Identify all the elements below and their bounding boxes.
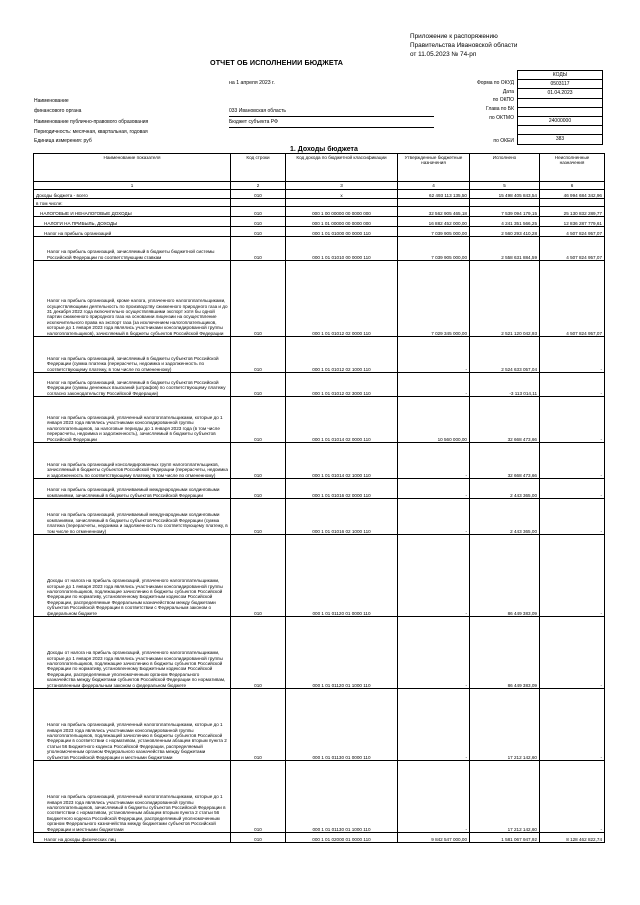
row-income-code: 000 1 01 01130 01 1000 110 <box>286 761 398 833</box>
okei-value: 383 <box>518 135 603 144</box>
row-name: НАЛОГИ НА ПРИБЫЛЬ, ДОХОДЫ <box>34 217 231 227</box>
row-income-code: 000 1 00 00000 00 0000 000 <box>286 207 398 217</box>
row-line-code: 010 <box>231 227 286 237</box>
row-line-code: 010 <box>231 190 286 199</box>
fin-organ-value: 033 Ивановская область <box>229 108 287 114</box>
table-row <box>34 761 605 833</box>
appendix-line-1: Приложение к распоряжению <box>410 33 498 40</box>
table-row <box>34 337 605 373</box>
table-row <box>34 535 605 617</box>
row-approved <box>398 199 470 207</box>
row-line-code: 010 <box>231 261 286 337</box>
row-unexecuted <box>540 199 605 207</box>
row-income-code: 000 1 01 01010 00 0000 110 <box>286 237 398 261</box>
row-unexecuted: - <box>540 443 605 479</box>
row-name: Доходы от налога на прибыль организаций, уплаченного налогоплательщиками, которые до 1 января 2023 года являлись участниками консолидированной группы налогоплательщиков, подлежащие зачислению в бюджеты субъектов Российской Федерации по нормативу, установленному Бюджетным кодексом Российской Федерации, распределяемые уполномоченным органом Федерального казначейства между бюджетами субъектов Российской Федерации по нормативам, установленным федеральным законом о федеральном бюджете <box>34 617 231 689</box>
row-executed: 2 560 293 410,28 <box>470 227 540 237</box>
row-executed: 2 521 120 042,93 <box>470 261 540 337</box>
row-executed: 2 558 631 884,59 <box>470 237 540 261</box>
appendix-note <box>410 32 517 59</box>
row-approved: 7 039 905 000,00 <box>398 227 470 237</box>
col-number: 3 <box>286 182 398 190</box>
row-name: НАЛОГОВЫЕ И НЕНАЛОГОВЫЕ ДОХОДЫ <box>34 207 231 217</box>
glava-value <box>518 107 603 116</box>
appendix-line-3: от 11.05.2023 № 74-рп <box>410 51 477 58</box>
date-value: 01.04.2023 <box>518 89 603 98</box>
row-line-code: 010 <box>231 207 286 217</box>
table-row <box>34 443 605 479</box>
table-row <box>34 199 605 207</box>
naimenovanie-label: Наименование <box>34 98 69 104</box>
row-approved: 62 493 113 135,50 <box>398 190 470 199</box>
fin-organ-underline <box>229 116 434 117</box>
row-executed: 4 241 351 566,25 <box>470 217 540 227</box>
row-line-code: 010 <box>231 617 286 689</box>
row-executed: -3 113 014,11 <box>470 373 540 397</box>
row-executed: 7 539 094 179,15 <box>470 207 540 217</box>
table-row <box>34 617 605 689</box>
row-approved: - <box>398 761 470 833</box>
row-approved: 9 842 547 000,00 <box>398 833 470 843</box>
row-line-code: 010 <box>231 833 286 843</box>
row-name: Налог на прибыль организаций, зачисляемый в бюджеты субъектов Российской Федерации (суммы денежных взысканий (штрафов) по соответствующему платежу согласно законодательству Российской Федерации) <box>34 373 231 397</box>
row-unexecuted: - <box>540 499 605 535</box>
row-executed: 2 443 365,00 <box>470 479 540 499</box>
row-unexecuted: - <box>540 397 605 443</box>
row-line-code: 010 <box>231 237 286 261</box>
row-approved: 7 039 905 000,00 <box>398 237 470 261</box>
col-number: 4 <box>398 182 470 190</box>
okpo-value <box>518 98 603 107</box>
row-income-code: 000 1 01 01012 02 1000 110 <box>286 337 398 373</box>
report-date: на 1 апреля 2023 г. <box>229 80 275 86</box>
row-income-code: 000 1 01 01120 01 1000 110 <box>286 617 398 689</box>
row-name: Налог на прибыль организаций, кроме налога, уплаченного налогоплательщиками, осуществляющими деятельность по производству сжиженного природного газа и до 31 декабря 2022 года включительно осуществлявшими экспорт хотя бы одной партии сжиженного природного газа на основании лицензии на осуществление исключительного права на экспорт газа (за исключением налогоплательщиков, которые до 1 января 2023 года являлись участниками консолидированной группы налогоплательщиков), зачисляемый в бюджеты субъектов Российской Федерации <box>34 261 231 337</box>
row-line-code: 010 <box>231 443 286 479</box>
section-title: 1. Доходы бюджета <box>290 146 358 153</box>
row-income-code: 000 1 01 02000 01 0000 110 <box>286 833 398 843</box>
row-approved: 32 562 905 465,18 <box>398 207 470 217</box>
row-income-code: x <box>286 190 398 199</box>
unit-label: Единица измерения: руб <box>34 138 92 144</box>
row-approved: - <box>398 617 470 689</box>
col-number: 1 <box>34 182 231 190</box>
row-unexecuted: 25 130 832 289,77 <box>540 207 605 217</box>
budget-underline <box>229 127 434 128</box>
row-executed: 1 581 067 947,92 <box>470 833 540 843</box>
row-unexecuted: 12 836 287 779,61 <box>540 217 605 227</box>
periodicity-label: Периодичность: месячная, квартальная, годовая <box>34 129 148 135</box>
row-line-code: 010 <box>231 535 286 617</box>
row-unexecuted: 8 128 462 822,74 <box>540 833 605 843</box>
table-row <box>34 237 605 261</box>
codes-table <box>517 70 603 145</box>
table-row <box>34 397 605 443</box>
oktmo-label: по ОКТМО <box>489 115 514 121</box>
date-label: Дата <box>502 89 514 95</box>
table-row <box>34 479 605 499</box>
row-unexecuted: 4 507 824 957,07 <box>540 261 605 337</box>
row-line-code: 010 <box>231 217 286 227</box>
row-income-code: 000 1 01 01120 01 0000 110 <box>286 535 398 617</box>
row-approved: - <box>398 535 470 617</box>
row-unexecuted: 4 507 824 957,07 <box>540 227 605 237</box>
okei-label: по ОКЕИ <box>493 138 514 144</box>
row-unexecuted: - <box>540 373 605 397</box>
row-approved: 7 029 345 000,00 <box>398 261 470 337</box>
row-name: в том числе: <box>34 199 231 207</box>
row-line-code: 010 <box>231 373 286 397</box>
row-name: Доходы от налога на прибыль организаций, уплаченного налогоплательщиками, которые до 1 января 2023 года являлись участниками консолидированной группы налогоплательщиков, подлежащие зачислению в бюджеты субъектов Российской Федерации по нормативу, установленному Бюджетным кодексом Российской Федерации, распределяемые Федеральным казначейством между бюджетами субъектов Российской Федерации в соответствии с Федеральным законом о федеральном бюджете <box>34 535 231 617</box>
table-row <box>34 207 605 217</box>
row-name: Налог на прибыль организаций, уплачиваемый международными холдинговыми компаниями, зачисляемый в бюджеты субъектов Российской Федерации (сумма платежа (перерасчеты, недоимка и задолженность по соответствующему платежу, в том числе по отмененному) <box>34 499 231 535</box>
row-line-code <box>231 199 286 207</box>
row-unexecuted: 46 994 684 342,96 <box>540 190 605 199</box>
row-line-code: 010 <box>231 479 286 499</box>
row-name: Доходы бюджета - всего <box>34 190 231 199</box>
table-row <box>34 499 605 535</box>
col-header-code: Код дохода по бюджетной классификации <box>286 154 398 182</box>
row-income-code: 000 1 01 01014 02 0000 110 <box>286 397 398 443</box>
row-approved: - <box>398 479 470 499</box>
row-approved: - <box>398 337 470 373</box>
row-income-code: 000 1 01 01016 02 0000 110 <box>286 479 398 499</box>
glava-label: Глава по БК <box>486 106 514 112</box>
row-name: Налог на прибыль организаций <box>34 227 231 237</box>
row-unexecuted: - <box>540 479 605 499</box>
row-income-code: 000 1 01 00000 00 0000 000 <box>286 217 398 227</box>
row-unexecuted: 4 507 824 957,07 <box>540 237 605 261</box>
fin-organ-label: финансового органа <box>34 108 82 114</box>
table-row <box>34 373 605 397</box>
table-row <box>34 689 605 761</box>
row-income-code: 000 1 01 01130 01 0000 110 <box>286 689 398 761</box>
row-name: Налог на прибыль организаций, уплаченный налогоплательщиками, которые до 1 января 2023 года являлись участниками консолидированной группы налогоплательщиков, зачисляемый в бюджеты субъектов Российской Федерации в соответствии с нормативом, установленным абзацем вторым пункта 2 статьи 56 Бюджетного кодекса Российской Федерации, распределяемый уполномоченным органом Федерального казначейства между бюджетами субъектов Российской Федерации и местными бюджетами <box>34 761 231 833</box>
table-row <box>34 227 605 237</box>
row-unexecuted: - <box>540 535 605 617</box>
col-header-executed: Исполнено <box>470 154 540 182</box>
row-approved: - <box>398 689 470 761</box>
budget-label: Наименование публично-правового образования <box>34 119 149 125</box>
row-name: Налог на прибыль организаций консолидированных групп налогоплательщиков, зачисляемый в бюджеты субъектов Российской Федерации (перерасчеты, недоимка и задолженность по соответствующему платежу, в том числе по отмененному) <box>34 443 231 479</box>
col-header-name: Наименование показателя <box>34 154 231 182</box>
col-number: 5 <box>470 182 540 190</box>
row-name: Налог на прибыль организаций, уплачиваемый международными холдинговыми компаниями, зачисляемый в бюджеты субъектов Российской Федерации <box>34 479 231 499</box>
col-header-unexecuted: Неисполненные назначения <box>540 154 605 182</box>
row-unexecuted: - <box>540 617 605 689</box>
row-name: Налог на доходы физических лиц <box>34 833 231 843</box>
row-executed: 17 212 142,60 <box>470 761 540 833</box>
row-line-code: 010 <box>231 337 286 373</box>
row-approved: - <box>398 443 470 479</box>
row-executed: 86 449 383,09 <box>470 535 540 617</box>
row-income-code: 000 1 01 01016 02 1000 110 <box>286 499 398 535</box>
row-approved: 16 882 452 000,00 <box>398 217 470 227</box>
table-row <box>34 217 605 227</box>
row-executed: 32 668 473,66 <box>470 397 540 443</box>
row-income-code: 000 1 01 01012 02 0000 110 <box>286 261 398 337</box>
table-row <box>34 833 605 843</box>
table-row <box>34 190 605 199</box>
row-name: Налог на прибыль организаций, зачисляемый в бюджеты субъектов Российской Федерации (сумма платежа (перерасчеты, недоимка и задолженность по соответствующему платежу, в том числе по отмененному) <box>34 337 231 373</box>
row-line-code: 010 <box>231 397 286 443</box>
okud-value: 0503117 <box>518 80 603 89</box>
row-executed: 2 443 365,00 <box>470 499 540 535</box>
row-line-code: 010 <box>231 761 286 833</box>
col-header-approved: Утвержденные бюджетные назначения <box>398 154 470 182</box>
row-approved: - <box>398 373 470 397</box>
row-line-code: 010 <box>231 499 286 535</box>
codes-header: КОДЫ <box>518 71 603 80</box>
row-executed: 86 449 383,09 <box>470 617 540 689</box>
row-executed: 17 212 142,60 <box>470 689 540 761</box>
row-name: Налог на прибыль организаций, уплаченный налогоплательщиками, которые до 1 января 2023 года являлись участниками консолидированной группы налогоплательщиков, за налоговые периоды до 1 января 2023 года (в том числе перерасчеты, недоимка и задолженность), зачисляемый в бюджеты субъектов Российской Федерации <box>34 397 231 443</box>
row-executed <box>470 199 540 207</box>
row-unexecuted: - <box>540 337 605 373</box>
row-approved: 10 560 000,00 <box>398 397 470 443</box>
row-name: Налог на прибыль организаций, зачисляемый в бюджеты бюджетной системы Российской Федерации по соответствующим ставкам <box>34 237 231 261</box>
okpo-label: по ОКПО <box>492 97 514 103</box>
row-executed: 2 524 633 057,04 <box>470 337 540 373</box>
oktmo-value: 24000000 <box>518 116 603 125</box>
appendix-line-2: Правительства Ивановской области <box>410 42 518 49</box>
col-number: 6 <box>540 182 605 190</box>
row-executed: 32 668 473,66 <box>470 443 540 479</box>
row-income-code: 000 1 01 01000 00 0000 110 <box>286 227 398 237</box>
col-number: 2 <box>231 182 286 190</box>
row-income-code: 000 1 01 01012 02 3000 110 <box>286 373 398 397</box>
empty-code-value <box>518 126 603 135</box>
budget-value: Бюджет субъекта РФ <box>229 119 278 125</box>
row-name: Налог на прибыль организаций, уплаченный налогоплательщиками, которые до 1 января 2023 года являлись участниками консолидированной группы налогоплательщиков, подлежащий зачислению в бюджеты субъектов Российской Федерации в соответствии с нормативом, установленным абзацем вторым пункта 2 статьи 56 Бюджетного кодекса Российской Федерации, распределяемый уполномоченным органом Федерального казначейства между бюджетами субъектов Российской Федерации и местными бюджетами <box>34 689 231 761</box>
row-unexecuted: - <box>540 761 605 833</box>
row-approved: - <box>398 499 470 535</box>
income-table <box>33 153 605 843</box>
row-income-code <box>286 199 398 207</box>
table-row <box>34 261 605 337</box>
row-income-code: 000 1 01 01014 02 1000 110 <box>286 443 398 479</box>
row-line-code: 010 <box>231 689 286 761</box>
row-unexecuted: - <box>540 689 605 761</box>
okud-label: Форма по ОКУД <box>476 80 514 86</box>
col-header-line: Код строки <box>231 154 286 182</box>
document-title: ОТЧЕТ ОБ ИСПОЛНЕНИИ БЮДЖЕТА <box>210 58 344 67</box>
row-executed: 15 498 405 843,54 <box>470 190 540 199</box>
